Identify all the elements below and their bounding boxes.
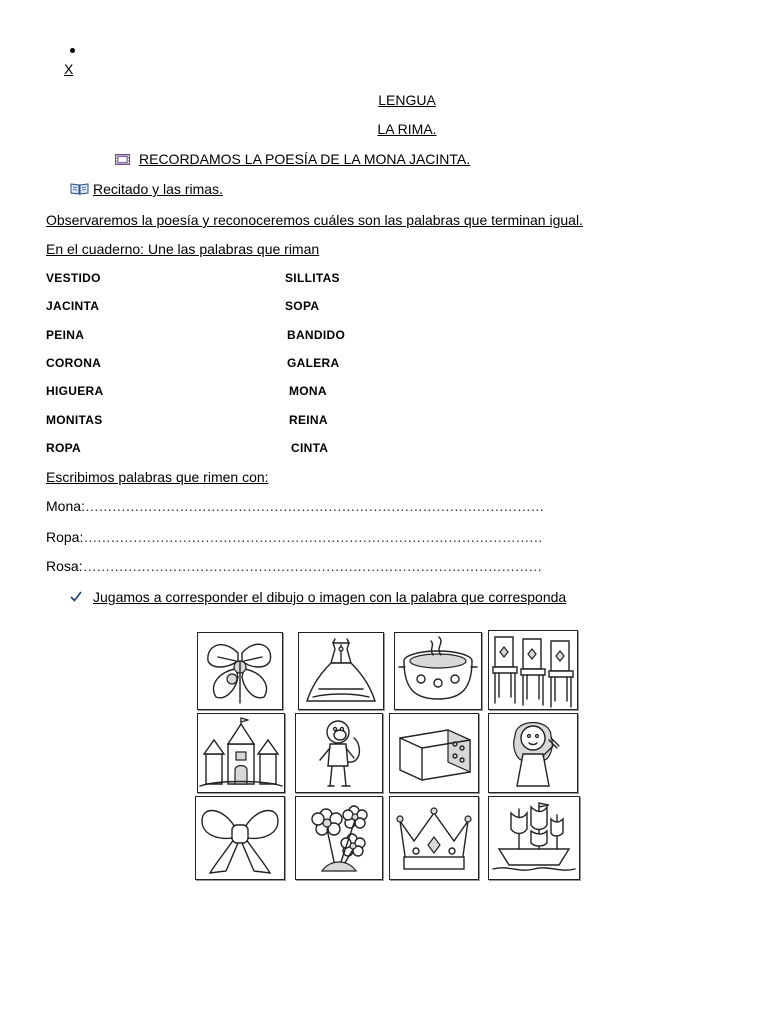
- galleon-ship-picture: [488, 796, 580, 880]
- fill-in-dots: …………………………………………………………………………………………: [82, 558, 542, 574]
- rhyme-label: Mona:: [46, 498, 85, 514]
- rhyme-label: Ropa:: [46, 529, 84, 545]
- word-right: SILLITAS: [285, 271, 340, 285]
- crown-picture: [389, 796, 479, 880]
- word-left: ROPA: [46, 441, 81, 455]
- fig-leaves-picture: [197, 632, 283, 710]
- section-2-heading: Recitado y las rimas.: [93, 181, 223, 197]
- page-subtitle: LA RIMA.: [377, 121, 437, 137]
- word-left: CORONA: [46, 356, 102, 370]
- instruction-observe: Observaremos la poesía y reconoceremos cuáles son las palabras que terminan igual.: [46, 212, 583, 228]
- rhyme-line-ropa: [46, 529, 542, 545]
- word-left: VESTIDO: [46, 271, 101, 285]
- word-right: GALERA: [287, 356, 340, 370]
- section-1-heading: RECORDAMOS LA POESÍA DE LA MONA JACINTA.: [139, 151, 471, 167]
- word-right: REINA: [289, 413, 328, 427]
- word-right: BANDIDO: [287, 328, 346, 342]
- film-icon: [115, 152, 130, 163]
- word-right: MONA: [289, 384, 327, 398]
- list-bullet: [70, 48, 75, 53]
- soup-pot-picture: [394, 632, 482, 710]
- dress-picture: [298, 632, 384, 710]
- chairs-picture: [488, 630, 578, 710]
- fill-in-dots: …………………………………………………………………………………………: [83, 529, 543, 545]
- picture-grid: [194, 630, 582, 882]
- word-left: MONITAS: [46, 413, 103, 427]
- word-left: JACINTA: [46, 299, 100, 313]
- word-left: HIGUERA: [46, 384, 104, 398]
- fill-in-dots: …………………………………………………………………………………………: [84, 498, 544, 514]
- activity-instruction: Jugamos a corresponder el dibujo o imagen con la palabra que corresponda: [93, 589, 567, 605]
- page-title: LENGUA: [378, 92, 436, 108]
- brick-picture: [389, 713, 479, 793]
- word-right: SOPA: [285, 299, 320, 313]
- open-book-icon: [70, 182, 89, 195]
- rhyme-heading: Escribimos palabras que rimen con:: [46, 469, 269, 485]
- word-left: PEINA: [46, 328, 85, 342]
- header-x-label: X: [64, 61, 74, 77]
- castle-picture: [197, 713, 285, 793]
- rhyme-line-mona: [46, 498, 544, 514]
- ribbon-bow-picture: [195, 796, 285, 880]
- flowers-picture: [295, 796, 383, 880]
- rhyme-label: Rosa:: [46, 558, 83, 574]
- instruction-notebook: En el cuaderno: Une las palabras que riman: [46, 241, 320, 257]
- rhyme-line-rosa: [46, 558, 542, 574]
- word-right: CINTA: [291, 441, 329, 455]
- checkmark-icon: [70, 589, 82, 600]
- girl-combing-hair-picture: [488, 713, 578, 793]
- monkey-picture: [295, 713, 383, 793]
